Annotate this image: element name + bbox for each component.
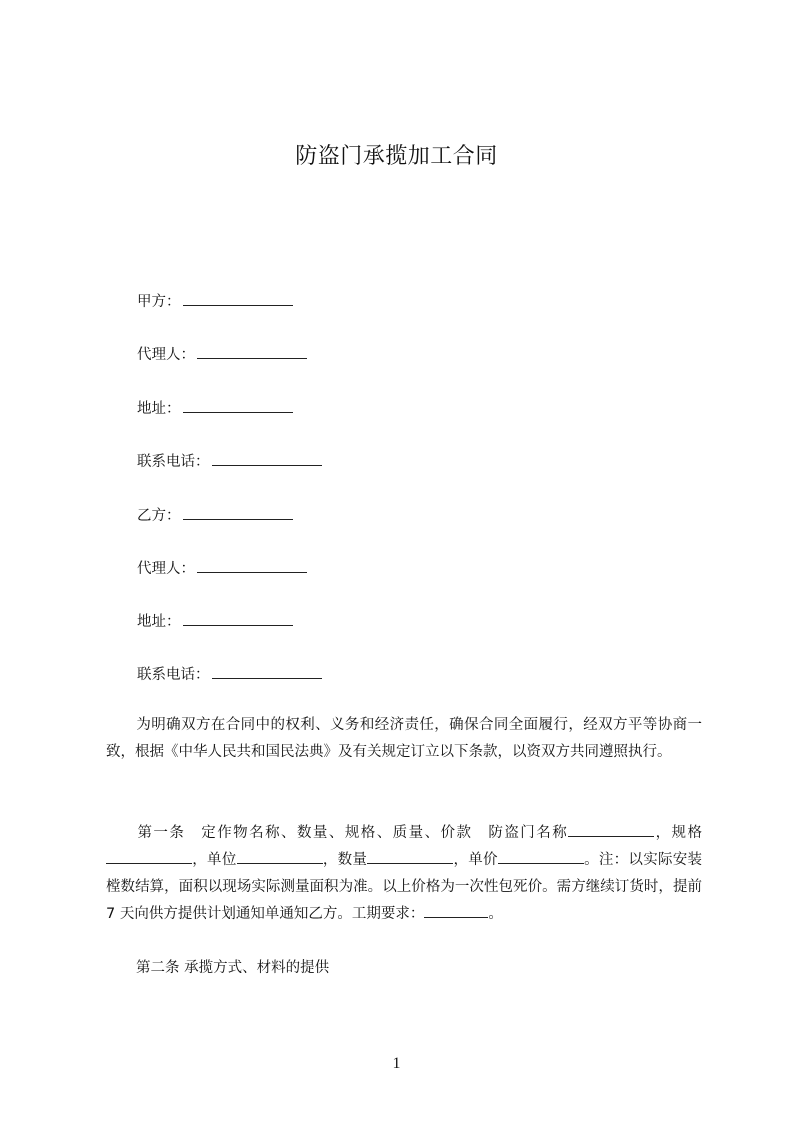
party-b-agent-field (137, 558, 307, 580)
article-1-unit-label: ，单位 (192, 852, 237, 868)
door-name-blank[interactable] (568, 822, 654, 837)
party-b-agent-blank[interactable] (197, 558, 307, 573)
article-1-heading: 第一条 定作物名称、数量、规格、质量、价款 防盗门名称 (136, 825, 569, 841)
article-2-heading: 第二条 承揽方式、材料的提供 (136, 960, 330, 976)
page-number: 1 (392, 1055, 401, 1072)
party-b-label: 乙方： (137, 508, 181, 524)
article-1-paragraph (106, 820, 702, 928)
party-b-phone-blank[interactable] (212, 664, 322, 679)
party-a-blank[interactable] (183, 291, 293, 306)
preamble-paragraph (106, 712, 702, 766)
party-a-field (137, 291, 293, 313)
article-1-spec-label: ，规格 (654, 825, 703, 841)
party-b-address-field (137, 611, 293, 633)
schedule-blank[interactable] (424, 903, 488, 918)
party-b-field (137, 505, 293, 527)
article-1-qty-label: ，数量 (322, 852, 368, 868)
page-title: 防盗门承揽加工合同 (295, 144, 498, 169)
quantity-blank[interactable] (367, 849, 453, 864)
party-a-address-blank[interactable] (183, 398, 293, 413)
party-a-phone-blank[interactable] (212, 451, 322, 466)
party-b-address-blank[interactable] (183, 611, 293, 626)
unit-blank[interactable] (237, 849, 323, 864)
article-1-price-label: ，单价 (453, 852, 498, 868)
spec-blank[interactable] (106, 849, 192, 864)
party-b-address-label: 地址： (137, 614, 181, 630)
party-b-agent-label: 代理人： (137, 561, 195, 577)
party-a-phone-label: 联系电话： (137, 454, 210, 470)
party-b-phone-label: 联系电话： (137, 667, 210, 683)
preamble-text: 为明确双方在合同中的权利、义务和经济责任，确保合同全面履行，经双方平等协商一致，根据《中华人民共和国民法典》及有关规定订立以下条款，以资双方共同遵照执行。 (106, 717, 702, 760)
article-1-end: 。 (488, 906, 503, 922)
party-a-agent-label: 代理人： (137, 347, 195, 363)
party-a-address-field (137, 398, 293, 420)
party-a-address-label: 地址： (137, 401, 181, 417)
party-b-blank[interactable] (183, 505, 293, 520)
unit-price-blank[interactable] (498, 849, 584, 864)
party-a-phone-field (137, 451, 322, 473)
party-a-label: 甲方： (137, 294, 181, 310)
party-b-phone-field (137, 664, 322, 686)
party-a-agent-field (137, 344, 307, 366)
party-a-agent-blank[interactable] (197, 344, 307, 359)
article-1-note: 。注：以实际安装樘数结算，面积以现场实际测量面积为准。以上价格为一次性包死价。需方继续订货时，提前 7 天向供方提供计划通知单通知乙方。工期要求： (106, 852, 703, 922)
